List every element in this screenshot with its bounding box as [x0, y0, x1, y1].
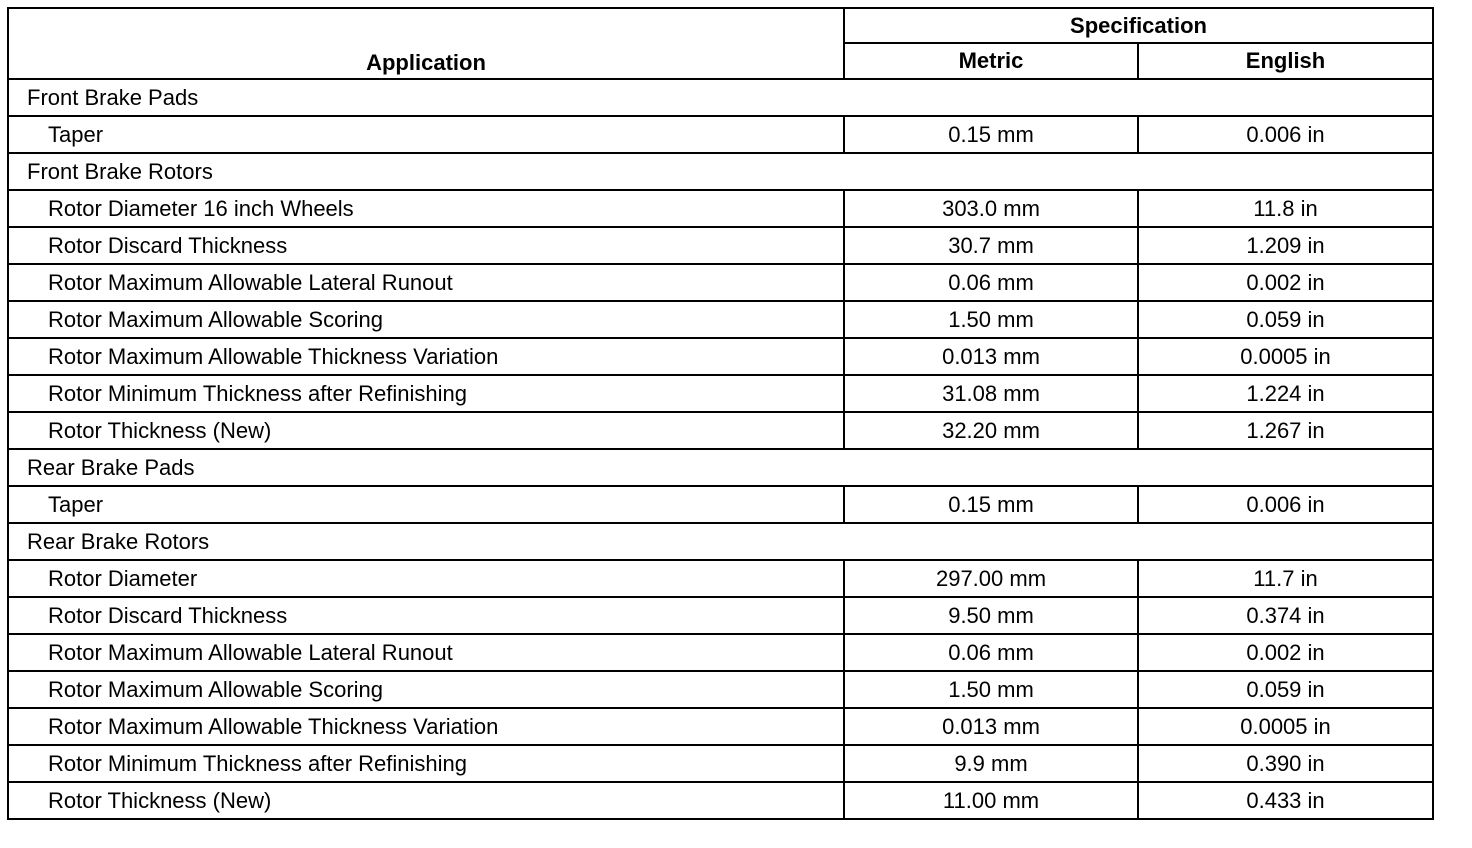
section-title: Front Brake Pads	[8, 79, 1433, 116]
table-row	[8, 745, 1433, 782]
row-metric-value: 31.08 mm	[844, 375, 1138, 412]
row-metric-value: 0.013 mm	[844, 338, 1138, 375]
row-metric-value: 30.7 mm	[844, 227, 1138, 264]
row-label: Rotor Diameter 16 inch Wheels	[8, 190, 844, 227]
table-row	[8, 671, 1433, 708]
row-english-value: 0.374 in	[1138, 597, 1433, 634]
row-metric-value: 303.0 mm	[844, 190, 1138, 227]
row-english-value: 1.209 in	[1138, 227, 1433, 264]
row-english-value: 0.002 in	[1138, 634, 1433, 671]
row-label: Rotor Minimum Thickness after Refinishing	[8, 375, 844, 412]
row-english-value: 0.006 in	[1138, 116, 1433, 153]
table-header	[8, 8, 1433, 79]
row-label: Rotor Maximum Allowable Scoring	[8, 671, 844, 708]
header-row-top	[8, 8, 1433, 43]
table-row	[8, 708, 1433, 745]
row-metric-value: 9.9 mm	[844, 745, 1138, 782]
row-metric-value: 0.013 mm	[844, 708, 1138, 745]
specification-table	[7, 7, 1434, 820]
row-label: Rotor Maximum Allowable Thickness Variation	[8, 708, 844, 745]
header-english: English	[1138, 43, 1433, 79]
row-label: Rotor Discard Thickness	[8, 597, 844, 634]
table-row	[8, 338, 1433, 375]
section-row	[8, 79, 1433, 116]
row-metric-value: 11.00 mm	[844, 782, 1138, 819]
table-row	[8, 486, 1433, 523]
row-english-value: 0.059 in	[1138, 301, 1433, 338]
table-row	[8, 560, 1433, 597]
row-label: Rotor Maximum Allowable Scoring	[8, 301, 844, 338]
section-row	[8, 449, 1433, 486]
row-label: Rotor Maximum Allowable Lateral Runout	[8, 634, 844, 671]
table-row	[8, 116, 1433, 153]
row-label: Rotor Diameter	[8, 560, 844, 597]
table-body	[8, 79, 1433, 819]
table-row	[8, 634, 1433, 671]
section-title: Front Brake Rotors	[8, 153, 1433, 190]
row-metric-value: 0.15 mm	[844, 486, 1138, 523]
row-label: Rotor Thickness (New)	[8, 412, 844, 449]
section-title: Rear Brake Rotors	[8, 523, 1433, 560]
row-english-value: 0.433 in	[1138, 782, 1433, 819]
row-metric-value: 0.06 mm	[844, 264, 1138, 301]
row-metric-value: 1.50 mm	[844, 301, 1138, 338]
row-label: Rotor Thickness (New)	[8, 782, 844, 819]
header-application: Application	[8, 8, 844, 79]
section-row	[8, 523, 1433, 560]
header-specification: Specification	[844, 8, 1433, 43]
row-english-value: 11.8 in	[1138, 190, 1433, 227]
row-metric-value: 0.15 mm	[844, 116, 1138, 153]
section-row	[8, 153, 1433, 190]
row-metric-value: 1.50 mm	[844, 671, 1138, 708]
table-row	[8, 227, 1433, 264]
row-english-value: 1.267 in	[1138, 412, 1433, 449]
section-title: Rear Brake Pads	[8, 449, 1433, 486]
row-english-value: 1.224 in	[1138, 375, 1433, 412]
row-english-value: 0.0005 in	[1138, 708, 1433, 745]
table-row	[8, 375, 1433, 412]
table-row	[8, 782, 1433, 819]
table-row	[8, 190, 1433, 227]
row-metric-value: 9.50 mm	[844, 597, 1138, 634]
header-metric: Metric	[844, 43, 1138, 79]
row-english-value: 0.0005 in	[1138, 338, 1433, 375]
row-metric-value: 297.00 mm	[844, 560, 1138, 597]
row-label: Rotor Discard Thickness	[8, 227, 844, 264]
row-label: Rotor Minimum Thickness after Refinishing	[8, 745, 844, 782]
row-metric-value: 32.20 mm	[844, 412, 1138, 449]
table-row	[8, 412, 1433, 449]
table-row	[8, 264, 1433, 301]
row-english-value: 0.002 in	[1138, 264, 1433, 301]
row-label: Rotor Maximum Allowable Lateral Runout	[8, 264, 844, 301]
row-label: Rotor Maximum Allowable Thickness Variation	[8, 338, 844, 375]
table-row	[8, 597, 1433, 634]
row-english-value: 0.390 in	[1138, 745, 1433, 782]
row-english-value: 0.059 in	[1138, 671, 1433, 708]
row-english-value: 0.006 in	[1138, 486, 1433, 523]
table-row	[8, 301, 1433, 338]
row-label: Taper	[8, 486, 844, 523]
row-label: Taper	[8, 116, 844, 153]
row-metric-value: 0.06 mm	[844, 634, 1138, 671]
row-english-value: 11.7 in	[1138, 560, 1433, 597]
